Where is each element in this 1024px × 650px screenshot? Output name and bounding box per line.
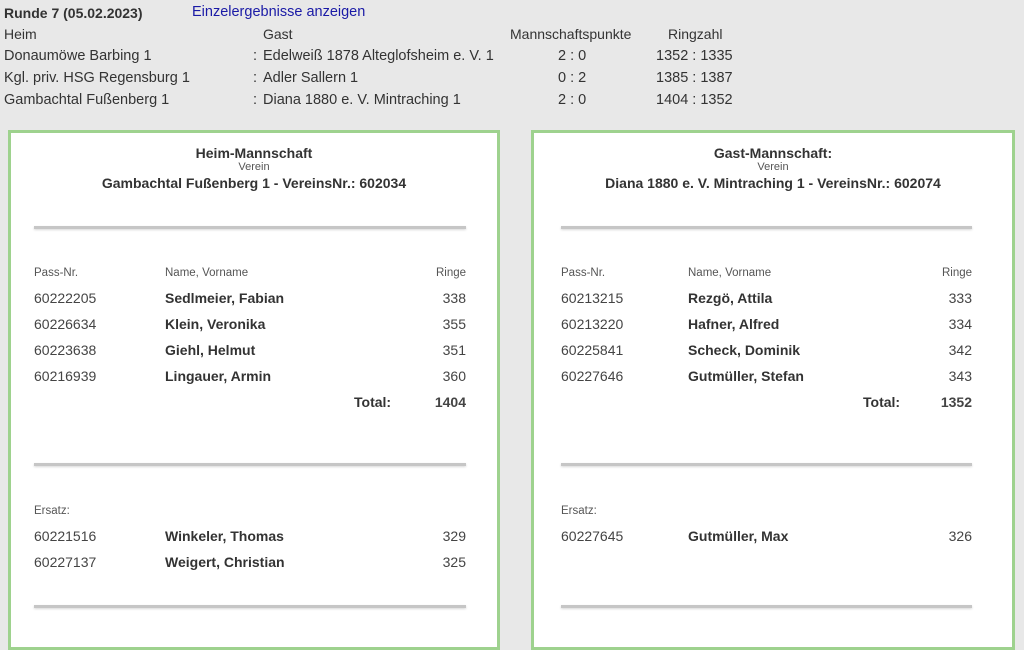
match-home-team: Donaumöwe Barbing 1	[4, 48, 152, 64]
guest-verein-label: Verein	[757, 161, 789, 173]
details-link[interactable]: Einzelergebnisse anzeigen	[192, 4, 366, 20]
ersatz-label: Ersatz:	[561, 505, 597, 517]
shooter-rings: 333	[948, 290, 972, 306]
shooter-name: Giehl, Helmut	[165, 342, 256, 358]
shooter-name: Winkeler, Thomas	[165, 528, 284, 544]
pass-number: 60213215	[561, 290, 624, 306]
pass-number: 60213220	[561, 316, 624, 332]
match-rings: 1352 : 1335	[656, 48, 733, 64]
shooter-rings: 355	[442, 316, 466, 332]
match-guest-team: Adler Sallern 1	[263, 70, 359, 86]
shooter-name: Weigert, Christian	[165, 554, 285, 570]
total-value: 1352	[940, 394, 972, 410]
pass-number: 60221516	[34, 528, 97, 544]
shooter-name: Gutmüller, Max	[688, 528, 789, 544]
shooter-rings: 338	[442, 290, 466, 306]
col-team-points-header: Mannschaftspunkte	[510, 26, 632, 42]
col-rings-header: Ringe	[436, 267, 467, 279]
divider	[34, 226, 466, 229]
total-label: Total:	[863, 394, 901, 410]
shooter-name: Scheck, Dominik	[688, 342, 801, 358]
divider	[34, 463, 466, 466]
shooter-rings: 334	[948, 316, 972, 332]
pass-number: 60216939	[34, 368, 97, 384]
home-team-panel	[8, 130, 500, 650]
guest-team-heading: Gast-Mannschaft:	[713, 145, 833, 161]
match-separator: :	[253, 70, 258, 86]
shooter-name: Gutmüller, Stefan	[688, 368, 804, 384]
col-name-header: Name, Vorname	[688, 267, 772, 279]
home-club-line: Gambachtal Fußenberg 1 - VereinsNr.: 602034	[101, 175, 407, 191]
match-guest-team: Diana 1880 e. V. Mintraching 1	[263, 92, 461, 108]
guest-team-panel	[531, 130, 1015, 650]
match-points: 0 : 2	[558, 70, 587, 86]
pass-number: 60227646	[561, 368, 624, 384]
shooter-rings: 351	[442, 342, 466, 358]
home-team-heading: Heim-Mannschaft	[195, 145, 313, 161]
shooter-name: Rezgö, Attila	[688, 290, 773, 306]
shooter-rings: 360	[442, 368, 466, 384]
match-rings: 1385 : 1387	[656, 70, 733, 86]
col-name-header: Name, Vorname	[165, 267, 249, 279]
pass-number: 60222205	[34, 290, 97, 306]
col-home-header: Heim	[4, 26, 37, 42]
pass-number: 60223638	[34, 342, 97, 358]
shooter-name: Sedlmeier, Fabian	[165, 290, 285, 306]
home-verein-label: Verein	[238, 161, 270, 173]
col-ring-count-header: Ringzahl	[668, 26, 723, 42]
shooter-rings: 343	[948, 368, 972, 384]
shooter-rings: 326	[948, 528, 972, 544]
round-title: Runde 7 (05.02.2023)	[4, 5, 143, 21]
ersatz-label: Ersatz:	[34, 505, 70, 517]
shooter-name: Hafner, Alfred	[688, 316, 780, 332]
guest-club-line: Diana 1880 e. V. Mintraching 1 - VereinsNr.: 602074	[605, 175, 941, 191]
col-pass-header: Pass-Nr.	[561, 267, 606, 279]
pass-number: 60225841	[561, 342, 624, 358]
match-points: 2 : 0	[558, 48, 587, 64]
match-separator: :	[253, 48, 258, 64]
divider	[561, 463, 972, 466]
shooter-rings: 329	[442, 528, 466, 544]
total-label: Total:	[354, 394, 392, 410]
shooter-name: Lingauer, Armin	[165, 368, 272, 384]
match-guest-team: Edelweiß 1878 Alteglofsheim e. V. 1	[263, 48, 494, 64]
pass-number: 60227137	[34, 554, 97, 570]
col-rings-header: Ringe	[942, 267, 973, 279]
divider	[561, 226, 972, 229]
total-value: 1404	[434, 394, 466, 410]
match-home-team: Kgl. priv. HSG Regensburg 1	[4, 70, 190, 86]
match-home-team: Gambachtal Fußenberg 1	[4, 92, 170, 108]
divider	[34, 605, 466, 608]
shooter-name: Klein, Veronika	[165, 316, 266, 332]
col-guest-header: Gast	[263, 26, 293, 42]
match-points: 2 : 0	[558, 92, 587, 108]
col-pass-header: Pass-Nr.	[34, 267, 79, 279]
shooter-rings: 325	[442, 554, 466, 570]
match-rings: 1404 : 1352	[656, 92, 733, 108]
pass-number: 60226634	[34, 316, 97, 332]
divider	[561, 605, 972, 608]
match-separator: :	[253, 92, 258, 108]
shooter-rings: 342	[948, 342, 972, 358]
pass-number: 60227645	[561, 528, 624, 544]
